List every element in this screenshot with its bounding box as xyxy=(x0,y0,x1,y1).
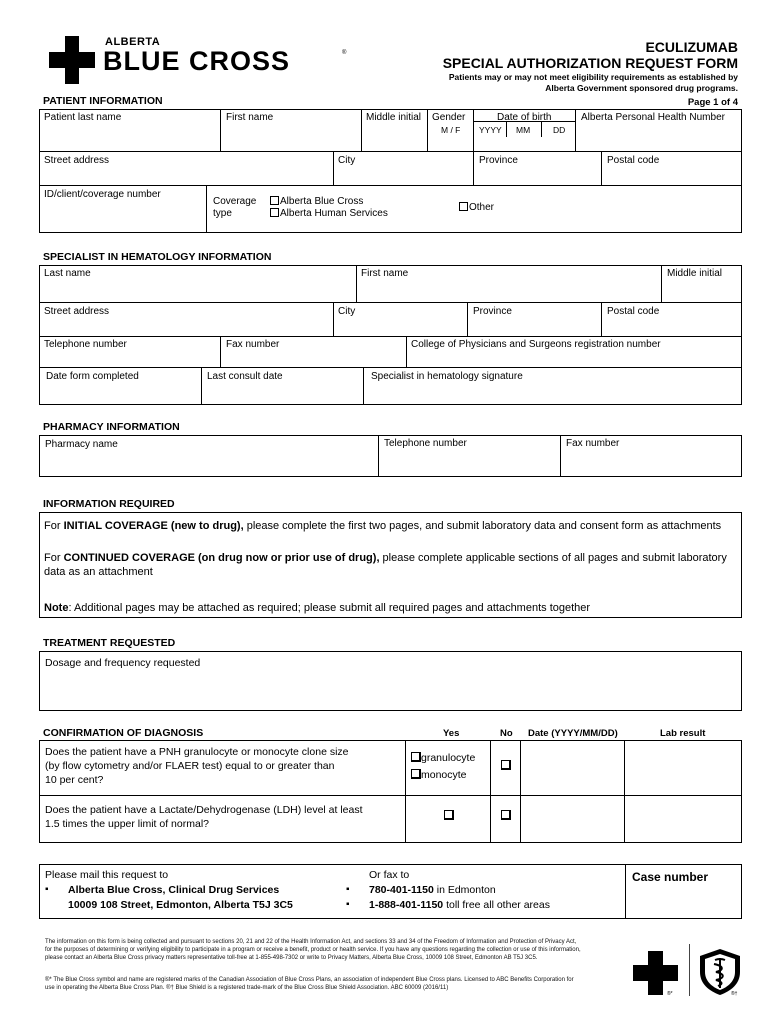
brand-small: ALBERTA xyxy=(105,36,161,48)
dob-yyyy: YYYY xyxy=(479,125,502,135)
coverage-other-checkbox[interactable] xyxy=(459,202,494,214)
drug-name: ECULIZUMAB xyxy=(645,39,738,55)
specialist-box xyxy=(39,265,742,405)
dob-mm: MM xyxy=(516,125,531,135)
trademark-notice: ®* The Blue Cross symbol and name are registered marks of the Canadian Association of Blue Cross Plans, an association of independent Blue Cross plans. Licensed to ABC Benefits Corporation for use in operating the Alberta Blue Cross Plan. ®† Blue Shield is a registered trade-mark of the Blue Cross Blue Shield Association. ABC 60009 (2016/11) xyxy=(45,977,574,991)
patient-gender-label: Gender xyxy=(432,112,466,123)
col-yes: Yes xyxy=(443,728,460,739)
date-form-completed-label: Date form completed xyxy=(46,371,139,382)
coverage-ahs-checkbox[interactable] xyxy=(270,208,388,220)
pnh-no-checkbox[interactable] xyxy=(501,760,511,770)
continued-coverage-text: For CONTINUED COVERAGE (on drug now or prior use of drug), please complete applicable sections of all pages and submit laboratory data as an attachment xyxy=(44,552,727,578)
specialist-fax-label: Fax number xyxy=(226,339,280,350)
patient-city-label: City xyxy=(338,155,356,166)
specialist-section-title: SPECIALIST IN HEMATOLOGY INFORMATION xyxy=(43,251,272,263)
case-number-label: Case number xyxy=(632,870,709,884)
coverage-ahs-label: Alberta Human Services xyxy=(280,208,388,219)
ldh-question: Does the patient have a Lactate/Dehydrogenase (LDH) level at least 1.5 times the upper limit of normal? xyxy=(45,804,363,830)
eligibility-line-1: Patients may or may not meet eligibility requirements as established by xyxy=(448,72,738,82)
specialist-signature-label: Specialist in hematology signature xyxy=(371,371,523,382)
pharmacy-phone-label: Telephone number xyxy=(384,438,467,449)
logo xyxy=(49,36,349,86)
patient-street-label: Street address xyxy=(44,155,110,166)
patient-section-title: PATIENT INFORMATION xyxy=(43,95,163,107)
specialist-postal-label: Postal code xyxy=(607,306,660,317)
diagnosis-section-title: CONFIRMATION OF DIAGNOSIS xyxy=(43,727,204,739)
patient-province-label: Province xyxy=(479,155,518,166)
granulocyte-checkbox[interactable] xyxy=(411,752,475,765)
footer-mark-1: ®* xyxy=(667,991,673,997)
patient-first-name-label: First name xyxy=(226,112,274,123)
initial-coverage-text: For INITIAL COVERAGE (new to drug), please complete the first two pages, and submit laboratory data and consent form as attachments xyxy=(44,520,722,532)
mail-intro: Please mail this request to xyxy=(45,869,169,881)
fax-toll-free: 1-888-401-1150 toll free all other areas xyxy=(369,899,550,911)
mail-address-line-1: Alberta Blue Cross, Clinical Drug Services xyxy=(68,884,280,896)
mail-bullet-1: ▪ xyxy=(45,884,49,895)
brand-mark: ® xyxy=(342,50,347,56)
col-lab-result: Lab result xyxy=(660,728,706,739)
dosage-label: Dosage and frequency requested xyxy=(45,657,201,669)
coverage-abc-label: Alberta Blue Cross xyxy=(280,196,364,207)
patient-dob-label: Date of birth xyxy=(497,112,552,123)
pharmacy-fax-label: Fax number xyxy=(566,438,620,449)
footer-mark-2: ®† xyxy=(731,991,738,997)
col-date: Date (YYYY/MM/DD) xyxy=(528,728,618,739)
last-consult-date-label: Last consult date xyxy=(207,371,283,382)
patient-id-label: ID/client/coverage number xyxy=(44,189,161,200)
specialist-street-label: Street address xyxy=(44,306,110,317)
patient-middle-initial-label: Middle initial xyxy=(366,112,422,123)
eligibility-line-2: Alberta Government sponsored drug programs. xyxy=(545,83,738,93)
note-text: Note: Additional pages may be attached as required; please submit all required pages and attachments together xyxy=(44,602,591,614)
monocyte-checkbox[interactable] xyxy=(411,769,467,782)
ldh-yes-checkbox[interactable] xyxy=(444,810,454,820)
col-no: No xyxy=(500,728,513,739)
patient-box xyxy=(39,109,742,233)
page-number: Page 1 of 4 xyxy=(687,97,738,108)
form-title: SPECIAL AUTHORIZATION REQUEST FORM xyxy=(442,55,738,71)
treatment-section-title: TREATMENT REQUESTED xyxy=(43,637,176,649)
coverage-other-label: Other xyxy=(469,202,495,213)
info-required-title: INFORMATION REQUIRED xyxy=(43,498,175,510)
footer-cross-icon xyxy=(633,951,678,995)
fax-bullet-1: ▪ xyxy=(346,884,350,895)
granulocyte-label: granulocyte xyxy=(421,752,476,764)
fax-bullet-2: ▪ xyxy=(346,899,350,910)
fax-edmonton: 780-401-1150 in Edmonton xyxy=(369,884,496,896)
specialist-first-name-label: First name xyxy=(361,268,409,279)
pnh-question: Does the patient have a PNH granulocyte or monocyte clone size (by flow cytometry and/or FLAER test) equal to or greater than 10 per cent? xyxy=(45,746,349,786)
specialist-province-label: Province xyxy=(473,306,512,317)
specialist-city-label: City xyxy=(338,306,356,317)
dob-dd: DD xyxy=(553,125,566,135)
patient-last-name-label: Patient last name xyxy=(44,112,122,123)
patient-health-number-label: Alberta Personal Health Number xyxy=(581,112,725,123)
specialist-cpsa-label: College of Physicians and Surgeons registration number xyxy=(411,339,661,350)
fax-intro: Or fax to xyxy=(369,869,410,881)
coverage-type-label-1: Coverage xyxy=(213,196,257,207)
ldh-no-checkbox[interactable] xyxy=(501,810,511,820)
coverage-type-label-2: type xyxy=(213,208,232,219)
specialist-last-name-label: Last name xyxy=(44,268,91,279)
patient-postal-label: Postal code xyxy=(607,155,660,166)
mail-address-line-2: 10009 108 Street, Edmonton, Alberta T5J 3C5 xyxy=(68,899,293,911)
specialist-middle-initial-label: Middle initial xyxy=(667,268,723,279)
pharmacy-name-label: Pharmacy name xyxy=(45,439,118,450)
monocyte-label: monocyte xyxy=(421,769,467,781)
pharmacy-section-title: PHARMACY INFORMATION xyxy=(43,421,180,433)
privacy-notice: The information on this form is being collected and pursuant to sections 20, 21 and 22 of the Health Information Act, and sections 33 and 34 of the Freedom of Information and Protection of Privacy Act, for the purposes of determining or verifying eligibility to participate in a program or receive a benefit, product or health service. If you have any questions regarding the collection or use of this information, please contact an Alberta Blue Cross privacy matters representative toll-free at 1-855-498-7302 or write to Privacy Matters, Alberta Blue Cross, 10009 108 Street, Edmonton AB T5J 3C5. xyxy=(45,939,581,961)
coverage-abc-checkbox[interactable] xyxy=(270,196,363,208)
blue-shield-icon xyxy=(697,948,743,996)
specialist-phone-label: Telephone number xyxy=(44,339,127,350)
brand-large: BLUE CROSS xyxy=(103,46,291,76)
patient-gender-options: M / F xyxy=(441,125,461,135)
blue-cross-icon xyxy=(49,36,95,84)
